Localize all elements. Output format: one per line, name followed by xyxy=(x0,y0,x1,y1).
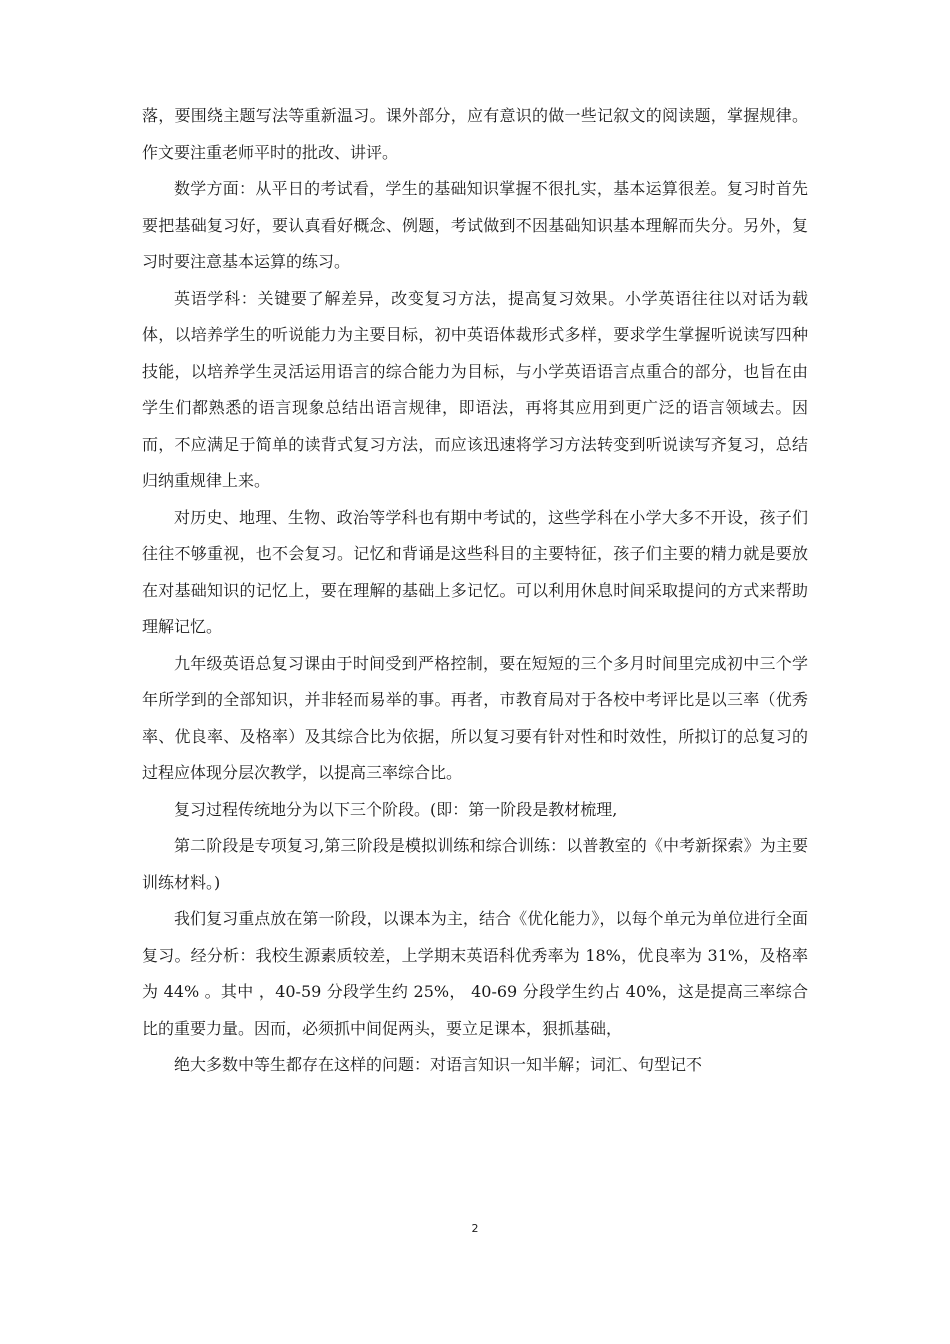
paragraph-2: 数学方面：从平日的考试看，学生的基础知识掌握不很扎实，基本运算很差。复习时首先要把基础复习好，要认真看好概念、例题，考试做到不因基础知识基本理解而失分。另外，复习时要注意基本运算的练习。 xyxy=(142,179,808,271)
body-text xyxy=(142,98,808,1084)
page-number: 2 xyxy=(471,1222,479,1235)
paragraph-1: 落，要围绕主题写法等重新温习。课外部分，应有意识的做一些记叙文的阅读题，掌握规律。作文要注重老师平时的批改、讲评。 xyxy=(142,106,808,162)
paragraph-8: 我们复习重点放在第一阶段，以课本为主，结合《优化能力》，以每个单元为单位进行全面复习。经分析：我校生源素质较差，上学期末英语科优秀率为 18%，优良率为 31%，及格率为 44% 。其中 ，40-59 分段学生约 25%， 40-69 分段学生约占 40%，这是提高三率综合比的重要力量。因而，必须抓中间促两头，要立足课本，狠抓基础， xyxy=(142,909,808,1038)
paragraph-4: 对历史、地理、生物、政治等学科也有期中考试的，这些学科在小学大多不开设，孩子们往往不够重视，也不会复习。记忆和背诵是这些科目的主要特征，孩子们主要的精力就是要放在对基础知识的记忆上，要在理解的基础上多记忆。可以利用休息时间采取提问的方式来帮助理解记忆。 xyxy=(142,507,808,636)
paragraph-6: 复习过程传统地分为以下三个阶段。(即：第一阶段是教材梳理, xyxy=(174,799,618,819)
paragraph-3: 英语学科：关键要了解差异，改变复习方法，提高复习效果。小学英语往往以对话为载体，以培养学生的听说能力为主要目标，初中英语体裁形式多样，要求学生掌握听说读写四种技能，以培养学生灵活运用语言的综合能力为目标，与小学英语语言点重合的部分，也旨在由学生们都熟悉的语言现象总结出语言规律，即语法，再将其应用到更广泛的语言领域去。因而，不应满足于简单的读背式复习方法，而应该迅速将学习方法转变到听说读写齐复习，总结归纳重规律上来。 xyxy=(142,288,808,490)
paragraph-5: 九年级英语总复习课由于时间受到严格控制，要在短短的三个多月时间里完成初中三个学年所学到的全部知识，并非轻而易举的事。再者，市教育局对于各校中考评比是以三率（优秀率、优良率、及格率）及其综合比为依据，所以复习要有针对性和时效性，所拟订的总复习的过程应体现分层次教学，以提高三率综合比。 xyxy=(142,653,808,782)
paragraph-7: 第二阶段是专项复习,第三阶段是模拟训练和综合训练：以普教室的《中考新探索》为主要训练材料。) xyxy=(142,836,808,892)
paragraph-9: 绝大多数中等生都存在这样的问题：对语言知识一知半解；词汇、句型记不 xyxy=(174,1055,703,1074)
